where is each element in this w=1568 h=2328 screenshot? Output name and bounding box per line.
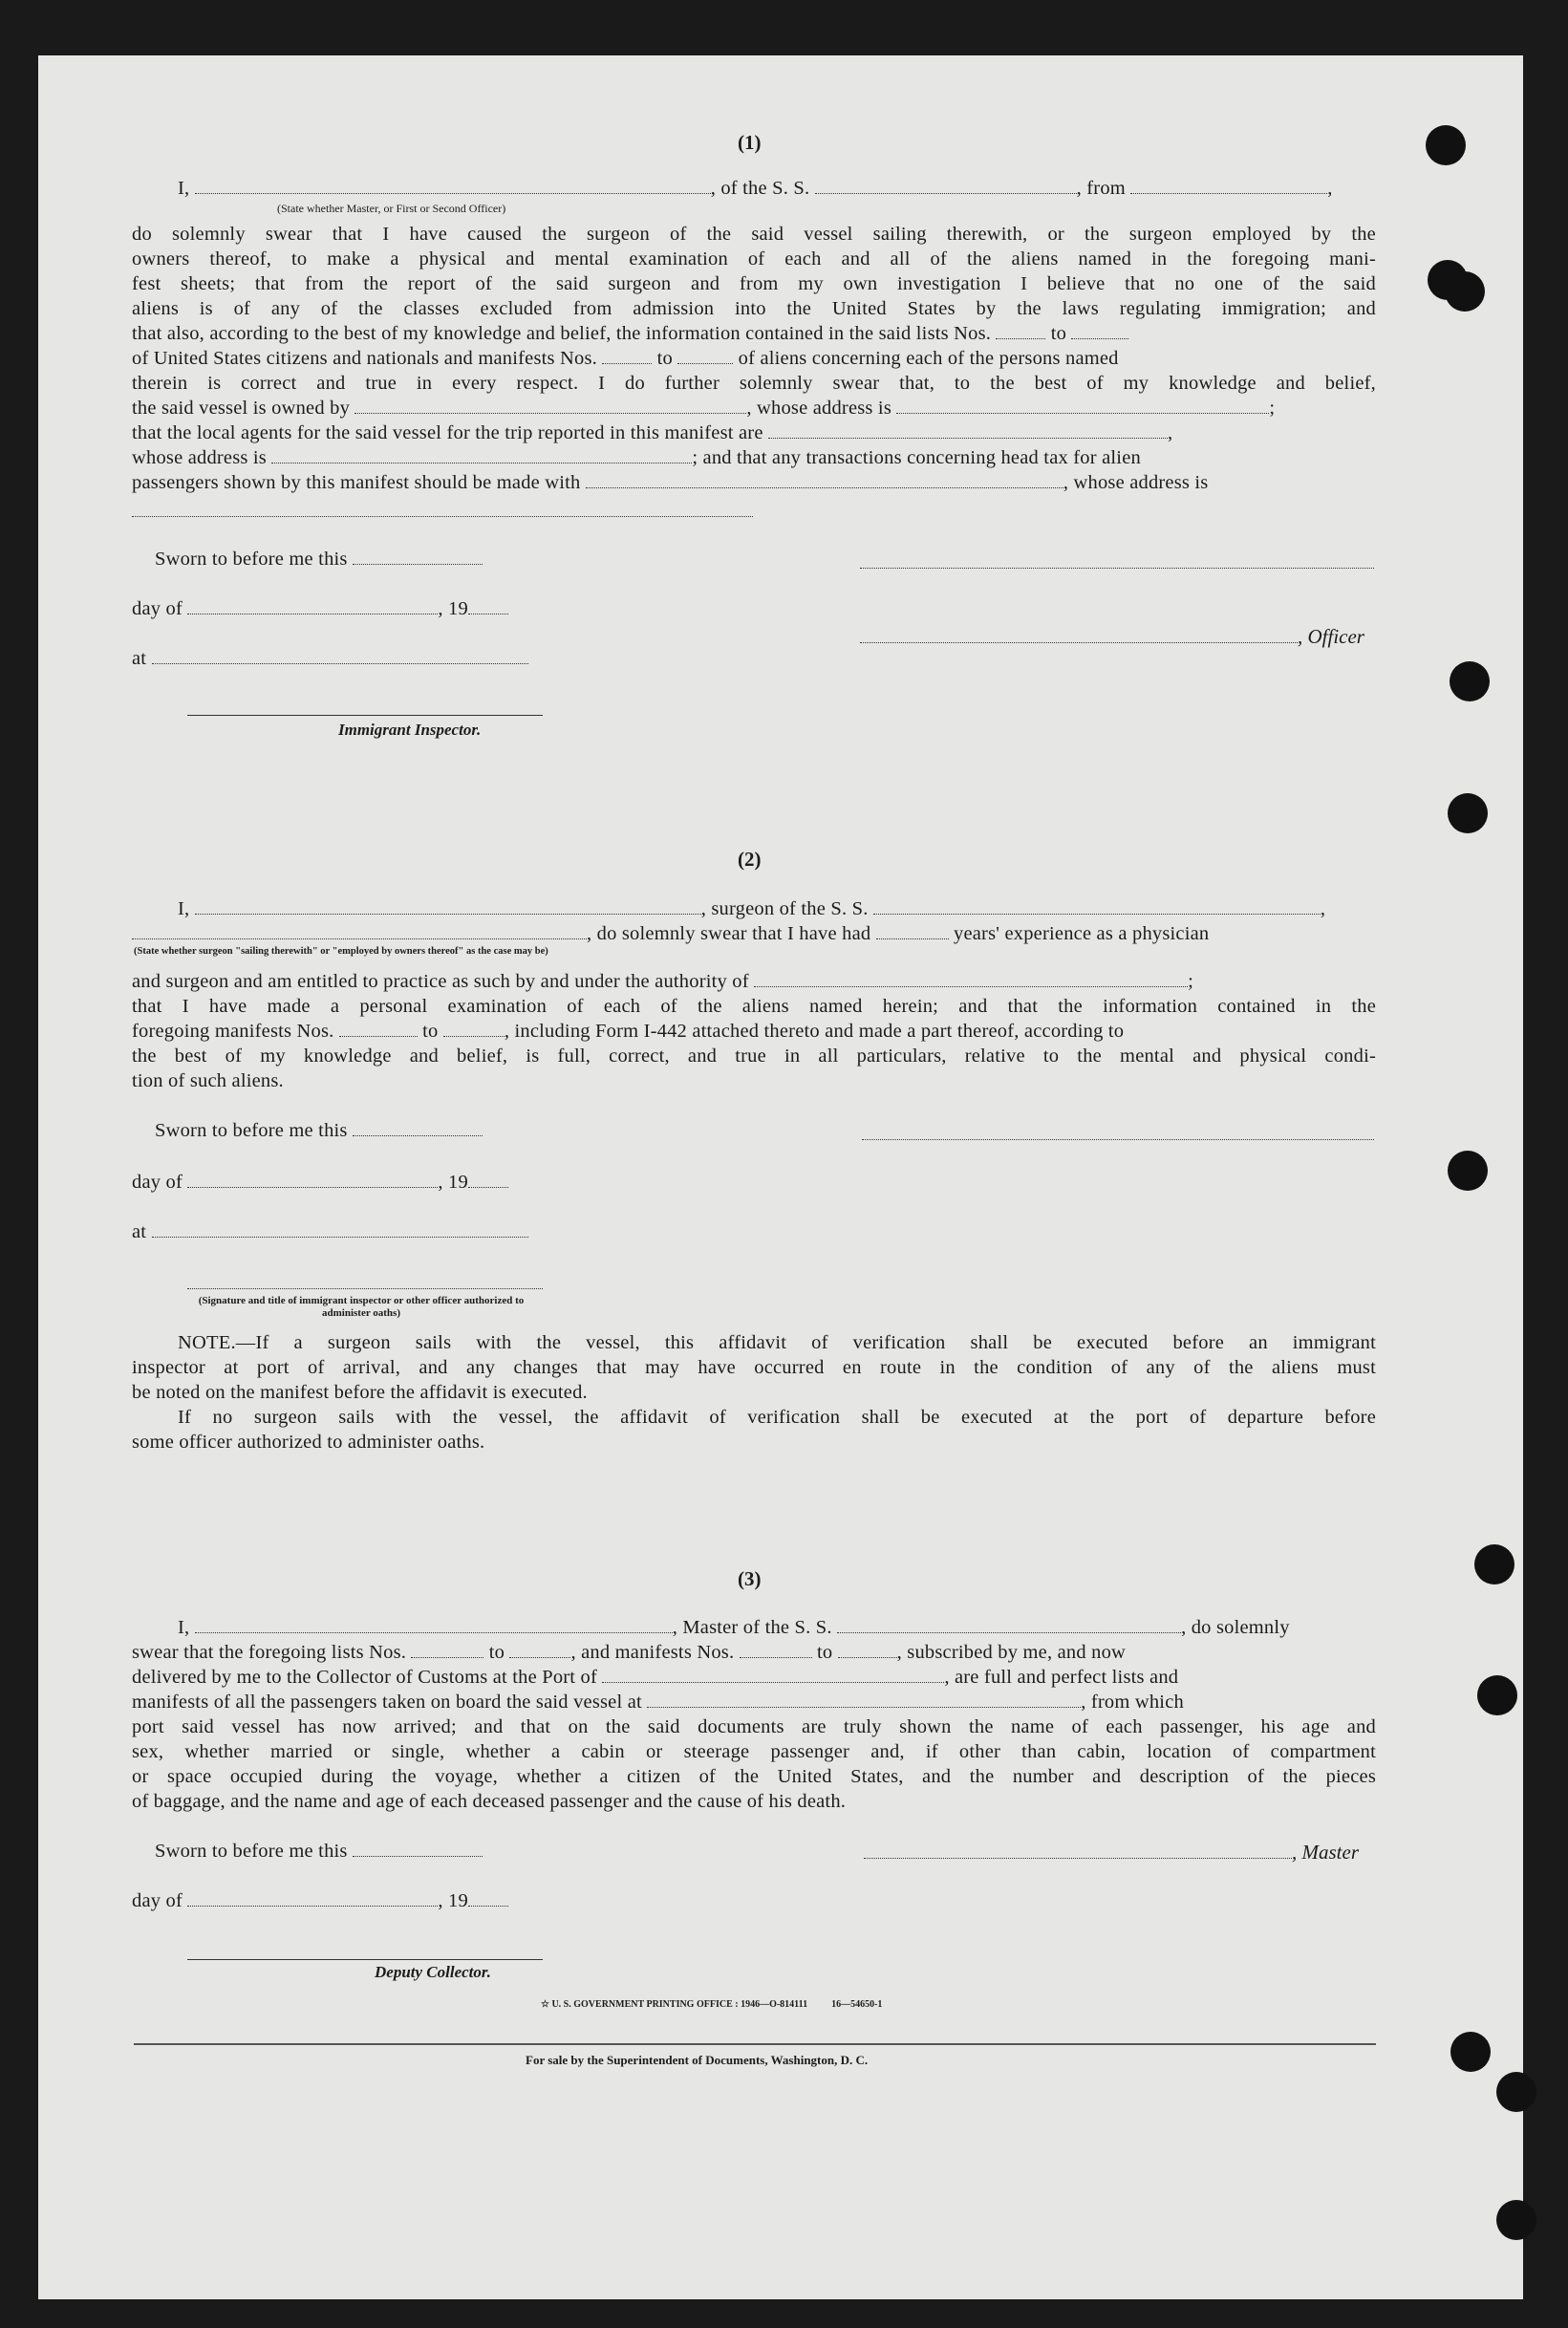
master-line <box>864 1841 1359 1865</box>
text: , 19 <box>438 598 468 619</box>
day-of-line <box>132 1172 508 1194</box>
master-label: , Master <box>1292 1841 1359 1864</box>
text: , whose address is <box>1063 472 1209 493</box>
text: ; <box>1188 971 1194 992</box>
oath-text: that I have made a personal examination of each of the aliens named herein; and that the information contained in the <box>132 996 1376 1017</box>
blank-field[interactable] <box>873 900 1321 915</box>
section-number: (2) <box>738 848 762 871</box>
text: day of <box>132 1890 183 1911</box>
oath-text: the best of my knowledge and belief, is full, correct, and true in all particulars, relative to the mental and physical condi- <box>132 1045 1376 1067</box>
blank-field[interactable] <box>468 1892 508 1907</box>
blank-field[interactable] <box>187 600 438 614</box>
text: I, <box>178 1617 190 1638</box>
text: to <box>422 1021 439 1042</box>
text: Sworn to before me this <box>155 1841 348 1862</box>
oath-text: port said vessel has now arrived; and that on the said documents are truly shown the name of each passenger, his age and <box>132 1716 1376 1737</box>
section-number: (3) <box>738 1567 762 1590</box>
text: , <box>1167 422 1173 443</box>
day-of-line <box>132 1890 508 1912</box>
text: , are full and perfect lists and <box>944 1667 1179 1688</box>
blank-field[interactable] <box>996 325 1045 339</box>
oath-text: tion of such aliens. <box>132 1070 284 1091</box>
oath-line <box>178 178 1333 200</box>
text: , and manifests Nos. <box>570 1642 735 1663</box>
oath-text: do solemnly swear that I have caused the surgeon of the said vessel sailing therewith, or the surgeon employed by the <box>132 224 1376 245</box>
oath-text: sex, whether married or single, whether a cabin or steerage passenger and, if other than cabin, location of compartment <box>132 1741 1376 1762</box>
oath-text <box>132 447 1141 469</box>
text: , do solemnly <box>1181 1617 1290 1638</box>
oath-text <box>132 323 1128 345</box>
text: Sworn to before me this <box>155 549 348 570</box>
note-text: be noted on the manifest before the affidavit is executed. <box>132 1382 588 1403</box>
blank-field[interactable] <box>443 1023 505 1037</box>
text: , subscribed by me, and now <box>896 1642 1127 1663</box>
text: that also, according to the best of my knowledge and belief, the information contained in the said lists Nos. <box>132 323 992 344</box>
blank-field[interactable] <box>1071 325 1128 339</box>
text: passengers shown by this manifest should be made with <box>132 472 581 493</box>
signature-field[interactable] <box>862 1139 1374 1140</box>
blank-field[interactable] <box>602 350 652 364</box>
deputy-collector-label: Deputy Collector. <box>375 1963 491 1981</box>
oath-line <box>178 1617 1290 1639</box>
blank-field[interactable] <box>740 1644 812 1658</box>
text: that the local agents for the said vessel for the trip reported in this manifest are <box>132 422 763 443</box>
section-number: (1) <box>738 131 762 154</box>
blank-field[interactable] <box>353 1122 483 1136</box>
text: I, <box>178 898 190 919</box>
text: , 19 <box>438 1172 468 1193</box>
field-hint: (State whether Master, or First or Second Officer) <box>277 202 506 215</box>
gpo-imprint: ☆ U. S. GOVERNMENT PRINTING OFFICE : 1946—O-814111 16—54650-1 <box>541 1999 883 2010</box>
sworn-text <box>155 1841 483 1863</box>
blank-field[interactable] <box>876 925 949 939</box>
text: , from which <box>1081 1692 1184 1713</box>
blank-field[interactable] <box>132 925 587 939</box>
blank-field[interactable] <box>677 350 733 364</box>
blank-field[interactable] <box>468 1174 508 1188</box>
oath-text <box>132 1667 1178 1689</box>
day-of-line <box>132 598 508 620</box>
oath-text <box>132 398 1275 420</box>
note-text: NOTE.—If a surgeon sails with the vessel, this affidavit of verification shall be executed before an immigrant <box>178 1332 1376 1353</box>
oath-text: fest sheets; that from the report of the said surgeon and from my own investigation I believe that no one of the said <box>132 273 1376 294</box>
blank-field[interactable] <box>132 516 753 517</box>
signature-field[interactable] <box>864 1844 1292 1859</box>
field-hint: (State whether surgeon "sailing therewith" or "employed by owners thereof" as the case may be) <box>134 946 548 957</box>
officer-label: , Officer <box>1298 625 1364 648</box>
text: Sworn to before me this <box>155 1120 348 1141</box>
blank-field[interactable] <box>411 1644 483 1658</box>
blank-field[interactable] <box>271 449 692 463</box>
text: , 19 <box>438 1890 468 1911</box>
blank-field[interactable] <box>353 550 483 565</box>
oath-text <box>132 348 1119 370</box>
oath-text: of baggage, and the name and age of each deceased passenger and the cause of his death. <box>132 1791 847 1812</box>
text: of aliens concerning each of the persons named <box>738 348 1119 369</box>
officer-line <box>860 625 1364 649</box>
blank-field[interactable] <box>838 1644 897 1658</box>
text: delivered by me to the Collector of Customs at the Port of <box>132 1667 597 1688</box>
signature-line <box>187 1959 543 1960</box>
blank-field[interactable] <box>152 650 528 664</box>
text: , <box>1320 898 1326 919</box>
blank-field[interactable] <box>195 1619 673 1633</box>
blank-field[interactable] <box>353 1843 483 1857</box>
oath-text <box>132 1642 1126 1664</box>
text: at <box>132 1221 147 1242</box>
oath-text <box>132 971 1193 993</box>
oath-text <box>132 472 1208 494</box>
blank-field[interactable] <box>815 180 1077 194</box>
oath-text: therein is correct and true in every respect. I do further solemnly swear that, to the best of my knowledge and belief, <box>132 373 1376 394</box>
oath-text <box>132 1692 1184 1714</box>
text: ; and that any transactions concerning head tax for alien <box>692 447 1141 468</box>
oath-line <box>132 923 1209 945</box>
text: to <box>656 348 673 369</box>
signature-line[interactable] <box>187 1288 543 1289</box>
text: , including Form I-442 attached thereto and made a part thereof, according to <box>504 1021 1125 1042</box>
oath-text <box>132 1021 1124 1043</box>
note-text: If no surgeon sails with the vessel, the affidavit of verification shall be executed at the port of departure before <box>178 1407 1376 1428</box>
blank-field[interactable] <box>339 1023 418 1037</box>
note-text: some officer authorized to administer oaths. <box>132 1432 485 1453</box>
text: , of the S. S. <box>710 178 810 199</box>
signature-field[interactable] <box>860 568 1374 569</box>
divider-line <box>134 2043 1376 2045</box>
signature-field[interactable] <box>860 629 1298 643</box>
text: and surgeon and am entitled to practice as such by and under the authority of <box>132 971 749 992</box>
sworn-text <box>155 1120 483 1142</box>
sale-notice: For sale by the Superintendent of Documents, Washington, D. C. <box>526 2053 869 2067</box>
blank-field[interactable] <box>195 900 701 915</box>
at-line <box>132 1221 528 1243</box>
text: swear that the foregoing lists Nos. <box>132 1642 407 1663</box>
text: , do solemnly swear that I have had <box>587 923 871 944</box>
text: day of <box>132 1172 183 1193</box>
oath-text <box>132 422 1172 444</box>
text: day of <box>132 598 183 619</box>
text: at <box>132 648 147 669</box>
blank-field[interactable] <box>152 1223 528 1238</box>
blank-field[interactable] <box>647 1693 1081 1708</box>
blank-field[interactable] <box>187 1174 438 1188</box>
text: , whose address is <box>746 398 891 419</box>
blank-field[interactable] <box>754 973 1188 987</box>
text: to <box>1050 323 1067 344</box>
blank-field[interactable] <box>468 600 508 614</box>
signature-hint: (Signature and title of immigrant inspector or other officer authorized to administer oaths) <box>198 1295 525 1319</box>
text: , <box>1327 178 1333 199</box>
text: whose address is <box>132 447 267 468</box>
oath-text: or space occupied during the voyage, whether a citizen of the United States, and the number and description of the pieces <box>132 1766 1376 1787</box>
signature-line <box>187 715 543 716</box>
text: to <box>816 1642 833 1663</box>
sworn-text <box>155 549 483 571</box>
text: of United States citizens and nationals and manifests Nos. <box>132 348 597 369</box>
blank-field[interactable] <box>837 1619 1181 1633</box>
inspector-label: Immigrant Inspector. <box>338 721 482 739</box>
text: to <box>488 1642 505 1663</box>
oath-text: owners thereof, to make a physical and mental examination of each and all of the aliens named in the foregoing mani- <box>132 248 1376 269</box>
text: the said vessel is owned by <box>132 398 351 419</box>
blank-field[interactable] <box>586 474 1063 488</box>
text: years' experience as a physician <box>954 923 1210 944</box>
blank-field[interactable] <box>1130 180 1327 194</box>
blank-field[interactable] <box>354 399 746 414</box>
text: manifests of all the passengers taken on board the said vessel at <box>132 1692 642 1713</box>
blank-field[interactable] <box>602 1669 944 1683</box>
text: , from <box>1076 178 1126 199</box>
text: , surgeon of the S. S. <box>700 898 869 919</box>
text: , Master of the S. S. <box>672 1617 832 1638</box>
blank-field[interactable] <box>195 180 711 194</box>
blank-field[interactable] <box>896 399 1269 414</box>
note-text: inspector at port of arrival, and any changes that may have occurred en route in the condition of any of the aliens must <box>132 1357 1376 1378</box>
blank-field[interactable] <box>509 1644 570 1658</box>
blank-field[interactable] <box>187 1892 438 1907</box>
text: ; <box>1269 398 1276 419</box>
text: I, <box>178 178 190 199</box>
oath-text: aliens is of any of the classes excluded from admission into the United States by the laws regulating immigration; and <box>132 298 1376 319</box>
at-line <box>132 648 528 670</box>
oath-line <box>178 898 1325 920</box>
text: foregoing manifests Nos. <box>132 1021 334 1042</box>
blank-field[interactable] <box>768 424 1168 439</box>
